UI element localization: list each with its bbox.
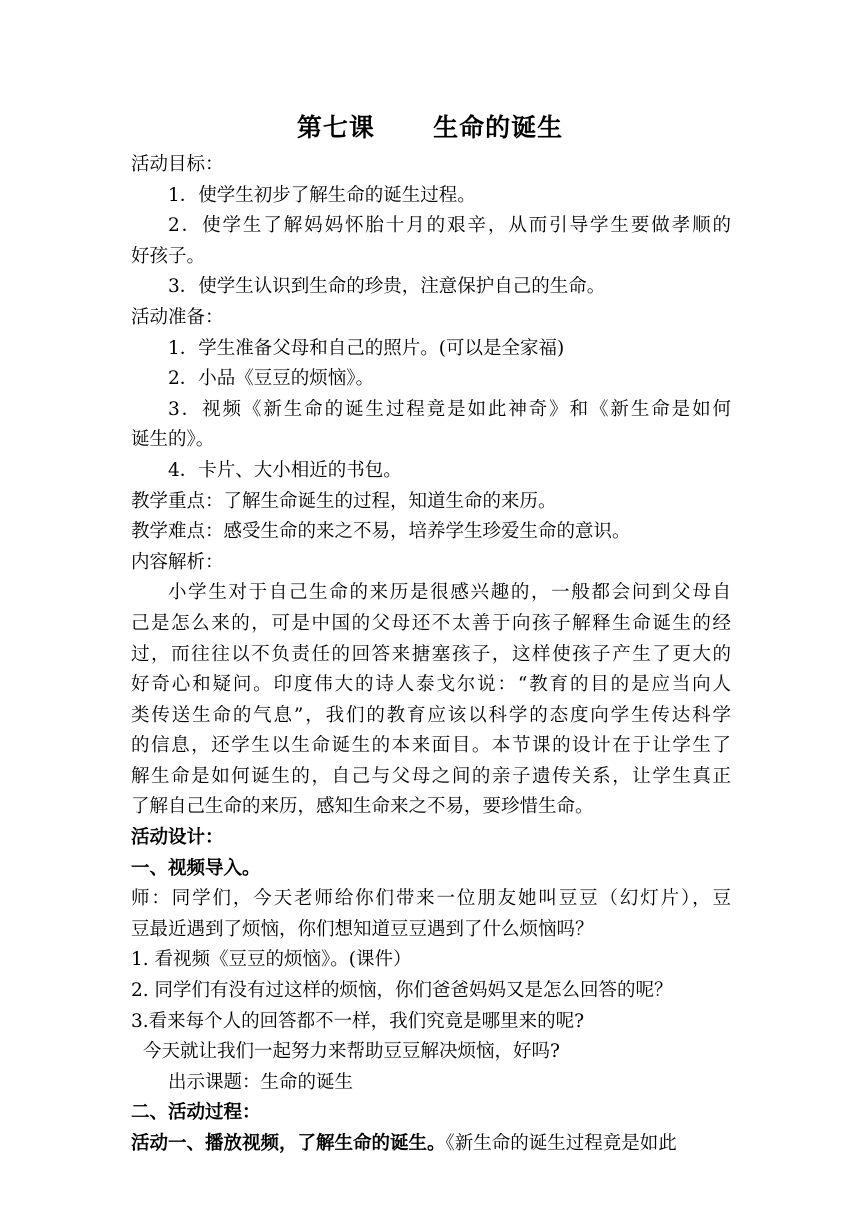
text-line: 1．使学生初步了解生命的诞生过程。 bbox=[168, 184, 476, 206]
text-line: 3．使学生认识到生命的珍贵，注意保护自己的生命。 bbox=[168, 276, 606, 298]
text-line-mixed bbox=[131, 1129, 731, 1160]
text-line: 了解自己生命的来历，感知生命来之不易，要珍惜生命。 bbox=[131, 796, 594, 818]
text-line: 小学生对于自己生命的来历是很感兴趣的，一般都会问到父母自 bbox=[168, 582, 731, 604]
text-line: 诞生的》。 bbox=[131, 429, 215, 451]
text-line: 教学重点：了解生命诞生的过程，知道生命的来历。 bbox=[131, 490, 557, 512]
text-line: 活动设计： bbox=[131, 827, 224, 849]
text-line: 好孩子。 bbox=[131, 245, 206, 267]
text-line: 1．学生准备父母和自己的照片。(可以是全家福) bbox=[168, 337, 565, 359]
activity-heading: 活动一、播放视频，了解生命的诞生。 bbox=[131, 1133, 446, 1154]
text-line: 过，而往往以不负责任的回答来搪塞孩子，这样使孩子产生了更大的 bbox=[131, 643, 731, 665]
text-line: 2．小品《豆豆的烦恼》。 bbox=[168, 368, 375, 390]
text-line: 2．使学生了解妈妈怀胎十月的艰辛，从而引导学生要做孝顺的 bbox=[168, 215, 731, 237]
text-line: 4．卡片、大小相近的书包。 bbox=[168, 459, 402, 481]
document-body bbox=[131, 150, 731, 1160]
text-line: 1. 看视频《豆豆的烦恼》。(课件） bbox=[131, 949, 412, 971]
text-line: 豆最近遇到了烦恼，你们想知道豆豆遇到了什么烦恼吗？ bbox=[131, 918, 594, 940]
text-line: 类传送生命的气息”，我们的教育应该以科学的态度向学生传达科学 bbox=[131, 704, 731, 726]
text-line: 教学难点：感受生命的来之不易，培养学生珍爱生命的意识。 bbox=[131, 521, 631, 543]
text-line: 好奇心和疑问。印度伟大的诗人泰戈尔说：“教育的目的是应当向人 bbox=[131, 674, 731, 696]
text-line: 3．视频《新生命的诞生过程竟是如此神奇》和《新生命是如何 bbox=[168, 398, 731, 420]
text-line: 今天就让我们一起努力来帮助豆豆解决烦恼，好吗? bbox=[143, 1041, 560, 1063]
text-line: 解生命是如何诞生的，自己与父母之间的亲子遗传关系，让学生真正 bbox=[131, 765, 731, 787]
activity-text: 《新生命的诞生过程竟是如此 bbox=[445, 1133, 677, 1154]
text-line: 的信息，还学生以生命诞生的本来面目。本节课的设计在于让学生了 bbox=[131, 735, 731, 757]
text-line: 一、视频导入。 bbox=[131, 857, 261, 879]
text-line: 师：同学们，今天老师给你们带来一位朋友她叫豆豆（幻灯片），豆 bbox=[131, 888, 731, 910]
text-line: 内容解析： bbox=[131, 551, 224, 573]
text-line: 活动准备： bbox=[131, 306, 224, 328]
text-line: 活动目标： bbox=[131, 154, 224, 175]
text-line: 二、活动过程： bbox=[131, 1102, 261, 1124]
page-title: 第七课 生命的诞生 bbox=[296, 113, 564, 142]
text-line: 2. 同学们有没有过这样的烦恼，你们爸爸妈妈又是怎么回答的呢？ bbox=[131, 980, 673, 1002]
text-line: 己是怎么来的，可是中国的父母还不太善于向孩子解释生命诞生的经 bbox=[131, 612, 731, 634]
text-line: 出示课题：生命的诞生 bbox=[168, 1071, 354, 1093]
text-line: 3.看来每个人的回答都不一样，我们究竟是哪里来的呢? bbox=[131, 1010, 585, 1032]
